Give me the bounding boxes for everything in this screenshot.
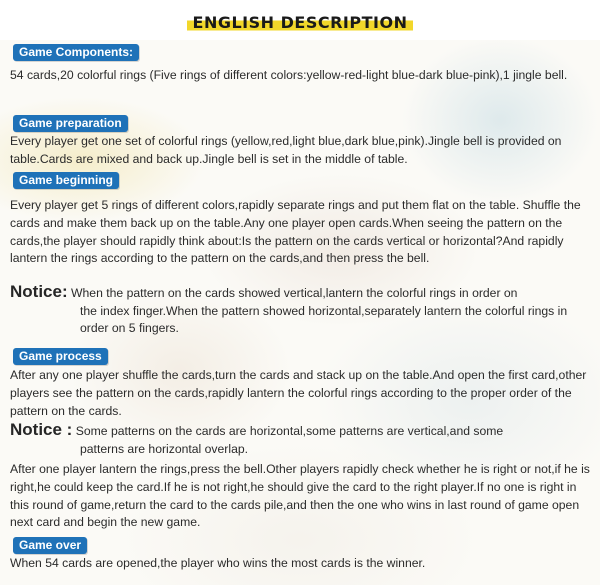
section-heading-beginning: Game beginning <box>13 172 119 189</box>
process-text-after: After one player lantern the rings,press the bell.Other players rapidly check whether he is right or not,if he is right,he could keep the card.If he is not right,he should give the card to the right player.If no one is right in this round of game,return the card to the cards pile,and then the one who wins in last round of game open next card and begin the new game. <box>10 462 590 530</box>
beginning-text: Every player get 5 rings of different colors,rapidly separate rings and put them flat on the table. Shuffle the cards and make them back up on the table.Any one player open cards.When seeing the pattern on the cards,the player should rapidly think about:Is the pattern on the cards vertical or horizontal?And rapidly lantern the rings according to the pattern on the cards,and then press the bell. <box>10 198 581 266</box>
over-text: When 54 cards are opened,the player who wins the most cards is the winner. <box>10 556 426 570</box>
beginning-notice <box>10 283 595 338</box>
notice-text-rest: the index finger.When the pattern showed horizontal,separately lantern the colorful rings in order on 5 fingers. <box>80 303 568 336</box>
process-notice <box>10 421 595 458</box>
section-heading-process: Game process <box>13 348 108 365</box>
section-heading-components: Game Components: <box>13 44 139 61</box>
section-heading-over: Game over <box>13 537 87 554</box>
preparation-text: Every player get one set of colorful rings (yellow,red,light blue,dark blue,pink).Jingle bell is provided on table.Cards are mixed and back up.Jingle bell is set in the middle of table. <box>10 134 562 166</box>
notice-label: Notice: <box>10 282 68 301</box>
process-text: After any one player shuffle the cards,turn the cards and stack up on the table.And open the first card,other players see the pattern on the cards,rapidly lantern the colorful rings according to the proper order of the pattern on the cards. <box>10 368 587 418</box>
notice-text-line1: Some patterns on the cards are horizontal,some patterns are vertical,and some <box>75 424 504 438</box>
section-heading-preparation: Game preparation <box>13 115 128 132</box>
notice-label: Notice : <box>10 420 73 439</box>
notice-text-line1: When the pattern on the cards showed vertical,lantern the colorful rings in order on <box>71 286 518 300</box>
components-text: 54 cards,20 colorful rings (Five rings of different colors:yellow-red-light blue-dark blue-pink),1 jingle bell. <box>10 68 568 82</box>
notice-text-rest: patterns are horizontal overlap. <box>80 441 249 456</box>
page-title: ENGLISH DESCRIPTION <box>0 13 600 32</box>
